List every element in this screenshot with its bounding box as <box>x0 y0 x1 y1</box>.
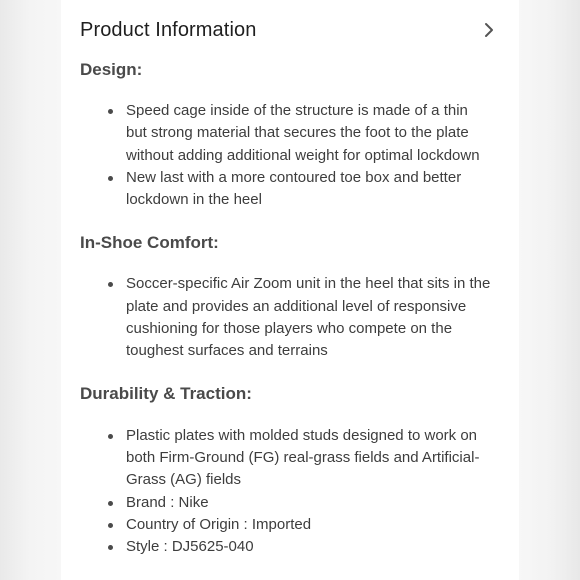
list-item <box>80 536 500 558</box>
chevron-right-icon[interactable] <box>478 19 500 41</box>
list-item-text: New last with a more contoured toe box and better lockdown in the heel <box>126 168 462 209</box>
bullet-dot-icon <box>108 434 113 439</box>
list-item <box>80 514 500 536</box>
list-item <box>80 100 500 167</box>
panel-title: Product Information <box>80 19 257 41</box>
bullet-dot-icon <box>108 109 113 114</box>
bullet-dot-icon <box>108 176 113 181</box>
list-item-text: Speed cage inside of the structure is made of a thin but strong material that secures the foot to the plate without adding additional weight for optimal lockdown <box>126 102 480 164</box>
section-heading-in-shoe-comfort: In-Shoe Comfort: <box>80 233 219 253</box>
bullet-dot-icon <box>108 282 113 287</box>
list-item <box>80 167 500 212</box>
section-heading-durability-traction: Durability & Traction: <box>80 383 252 403</box>
bullet-dot-icon <box>108 501 113 506</box>
bullet-dot-icon <box>108 523 113 528</box>
list-item-text: Country of Origin : Imported <box>126 515 312 533</box>
list-item <box>80 425 500 492</box>
list-item-text: Plastic plates with molded studs designed to work on both Firm-Ground (FG) real-grass fields and Artificial-Grass (AG) fields <box>126 426 480 489</box>
section-heading-design: Design: <box>80 60 143 79</box>
list-item-text: Style : DJ5625-040 <box>126 538 254 556</box>
list-item <box>80 492 500 514</box>
design-bullet-list <box>80 100 500 211</box>
bullet-dot-icon <box>108 545 113 550</box>
product-information-header[interactable] <box>80 0 500 60</box>
list-item-text: Brand : Nike <box>126 493 209 511</box>
list-item <box>80 273 500 362</box>
comfort-bullet-list <box>80 273 500 362</box>
product-information-panel <box>61 0 519 580</box>
list-item-text: Soccer-specific Air Zoom unit in the heel that sits in the plate and provides an additional level of responsive cushioning for those players who compete on the toughest surfaces and terrains <box>126 275 491 360</box>
durability-bullet-list <box>80 425 500 559</box>
